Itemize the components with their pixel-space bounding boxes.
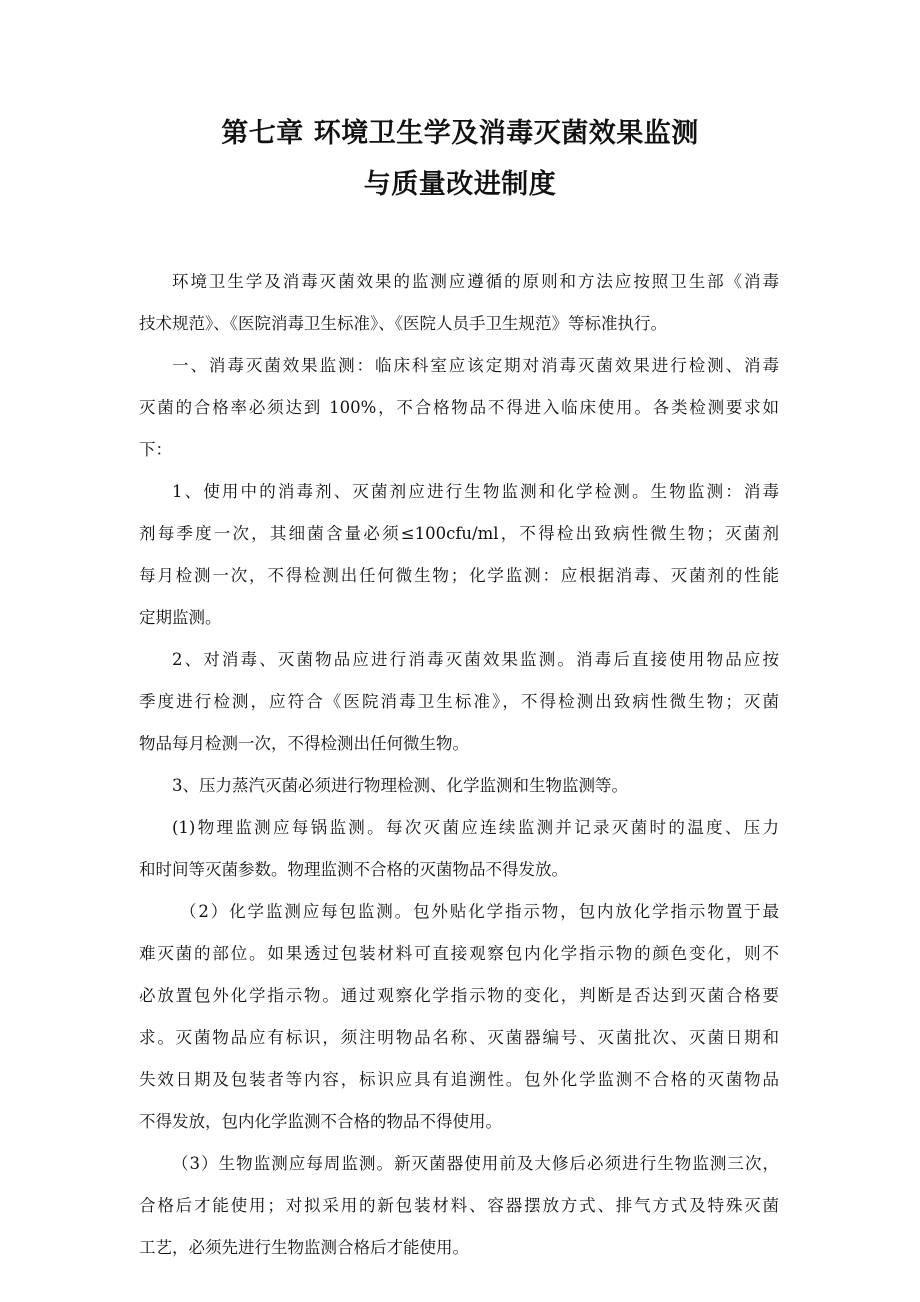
paragraph-line: 每月检测一次，不得检测出任何微生物；化学监测：应根据消毒、灭菌剂的性能	[139, 566, 779, 585]
paragraph-line: （2）化学监测应每包监测。包外贴化学指示物，包内放化学指示物置于最	[180, 902, 779, 921]
paragraph-line: 灭菌的合格率必须达到 100%，不合格物品不得进入临床使用。各类检测要求如	[139, 398, 779, 417]
paragraph-line: 一、消毒灭菌效果监测：临床科室应该定期对消毒灭菌效果进行检测、消毒	[172, 356, 779, 375]
paragraph-line: 工艺，必须先进行生物监测合格后才能使用。	[139, 1238, 469, 1257]
paragraph-line: 剂每季度一次，其细菌含量必须≤100cfu/ml，不得检出致病性微生物；灭菌剂	[139, 524, 779, 543]
paragraph-line: 2、对消毒、灭菌物品应进行消毒灭菌效果监测。消毒后直接使用物品应按	[172, 650, 779, 669]
paragraph-line: 下：	[139, 440, 172, 459]
paragraph-line: 求。灭菌物品应有标识，须注明物品名称、灭菌器编号、灭菌批次、灭菌日期和	[139, 1028, 779, 1047]
paragraph-line: 和时间等灭菌参数。物理监测不合格的灭菌物品不得发放。	[139, 860, 568, 879]
paragraph-line: 技术规范》、《医院消毒卫生标准》、《医院人员手卫生规范》等标准执行。	[139, 314, 667, 333]
document-title-line-1: 第七章 环境卫生学及消毒灭菌效果监测	[221, 118, 699, 149]
paragraph-line: 不得发放，包内化学监测不合格的物品不得使用。	[139, 1112, 502, 1131]
paragraph-line: (1)物理监测应每锅监测。每次灭菌应连续监测并记录灭菌时的温度、压力	[172, 818, 779, 837]
paragraph-line: 环境卫生学及消毒灭菌效果的监测应遵循的原则和方法应按照卫生部《消毒	[172, 272, 779, 291]
paragraph-line: 物品每月检测一次，不得检测出任何微生物。	[139, 734, 469, 753]
paragraph-line: 合格后才能使用；对拟采用的新包装材料、容器摆放方式、排气方式及特殊灭菌	[139, 1196, 779, 1215]
paragraph-line: 1、使用中的消毒剂、灭菌剂应进行生物监测和化学检测。生物监测：消毒	[172, 482, 779, 501]
paragraph-line: 3、压力蒸汽灭菌必须进行物理检测、化学监测和生物监测等。	[172, 776, 628, 795]
paragraph-line: 定期监测。	[139, 608, 222, 627]
paragraph-line: 必放置包外化学指示物。通过观察化学指示物的变化，判断是否达到灭菌合格要	[139, 986, 779, 1005]
paragraph-line: 难灭菌的部位。如果透过包装材料可直接观察包内化学指示物的颜色变化，则不	[139, 944, 779, 963]
paragraph-line: 季度进行检测，应符合《医院消毒卫生标准》，不得检测出致病性微生物；灭菌	[139, 692, 779, 711]
document-title-line-2: 与质量改进制度	[363, 169, 557, 200]
paragraph-line: （3）生物监测应每周监测。新灭菌器使用前及大修后必须进行生物监测三次，	[172, 1154, 779, 1173]
paragraph-line: 失效日期及包装者等内容，标识应具有追溯性。包外化学监测不合格的灭菌物品	[139, 1070, 779, 1089]
